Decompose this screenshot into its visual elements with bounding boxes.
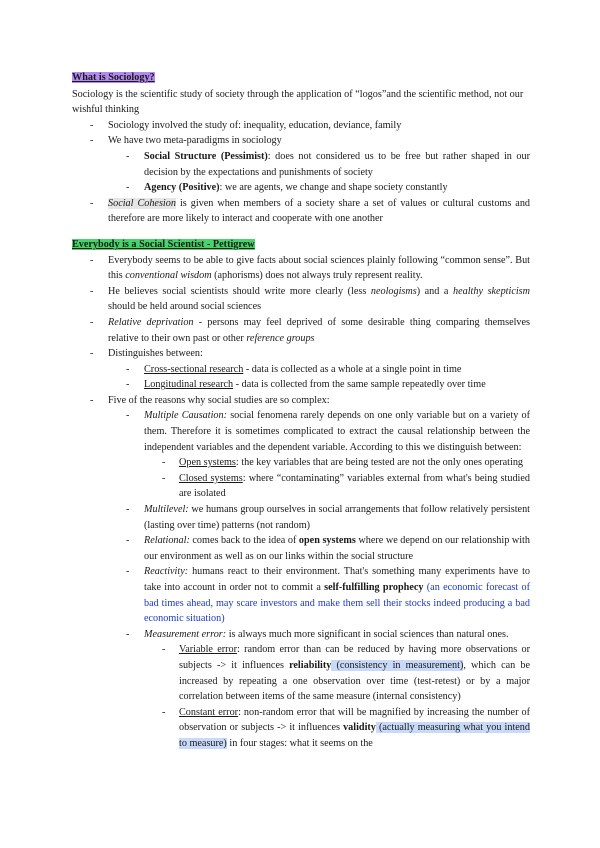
list-item-multiple-causation: - Multiple Causation: social fenomena rarely depends on one only variable but on a variety of them. Therefore it is sometimes complicated to extract the causal relationship between the independent variables and the dependent variable. According to this we distinguish between: - Open systems: the key variables that are being tested are not the only ones operating - Closed systems: where “contaminating” variables external from what's being studied are isolated bbox=[144, 408, 530, 502]
list-item-social-structure: - Social Structure (Pessimist): does not considered us to be free but rather shaped in our decision by the expectations and punishments of society bbox=[144, 149, 530, 180]
list-item: - Distinguishes between: - Cross-sectional research - data is collected as a whole at a single point in time - Longitudinal research - data is collected from the same sample repeatedly over time bbox=[108, 346, 530, 393]
list-item-social-cohesion: - Social Cohesion is given when members of a society share a set of values or cultural customs and therefore are more likely to interact and cooperate with one another bbox=[108, 196, 530, 227]
list-item-closed-systems: - Closed systems: where “contaminating” variables external from what's being studied are isolated bbox=[179, 471, 530, 502]
list-item-variable-error: - Variable error: random error than can be reduced by having more observations or subjects -> it influences reliability (consistency in measurement), which can be increased by repeating a one observation over time (test-retest) or by a major correlation between items of the same measure (internal consistency) bbox=[179, 642, 530, 704]
list-item: - Everybody seems to be able to give facts about social sciences plainly following “common sense”. But this conventional wisdom (aphorisms) does not always truly represent reality. bbox=[108, 253, 530, 284]
pettigrew-list bbox=[72, 253, 530, 752]
list-item-relational: - Relational: comes back to the idea of open systems where we depend on our relationship with our environment as well as on our links within the social structure bbox=[144, 533, 530, 564]
section-heading-what-is-sociology: What is Sociology? bbox=[72, 72, 155, 83]
list-item-constant-error: - Constant error: non-random error that will be magnified by increasing the number of observation or subjects -> it influences validity (actually measuring what you intend to measure) in four stages: what it seems on the bbox=[179, 705, 530, 752]
list-item: - Sociology involved the study of: inequality, education, deviance, family bbox=[108, 118, 530, 134]
meta-paradigm-list bbox=[108, 149, 530, 196]
list-item: - Relative deprivation - persons may feel deprived of some desirable thing comparing themselves relative to their own past or other reference groups bbox=[108, 315, 530, 346]
list-item-agency: - Agency (Positive): we are agents, we change and shape society constantly bbox=[144, 180, 530, 196]
error-types-list bbox=[144, 642, 530, 751]
complexity-reasons-list bbox=[108, 408, 530, 751]
list-item-cross-sectional: - Cross-sectional research - data is collected as a whole at a single point in time bbox=[144, 362, 530, 378]
sociology-list bbox=[72, 118, 530, 227]
research-types-list bbox=[108, 362, 530, 393]
systems-list bbox=[144, 455, 530, 502]
section-heading-everybody-social-scientist: Everybody is a Social Scientist - Pettigrew bbox=[72, 238, 255, 250]
sociology-definition: Sociology is the scientific study of society through the application of “logos”and the scientific method, not our wishful thinking bbox=[72, 88, 524, 116]
list-item-reactivity: - Reactivity: humans react to their environment. That's something many experiments have to take into account in order not to commit a self-fulfilling prophecy (an economic forecast of bad times ahead, may scare investors and make them sell their stocks indeed producing a bad economic situation) bbox=[144, 564, 530, 626]
list-item: - We have two meta-paradigms in sociology - Social Structure (Pessimist): does not considered us to be free but rather shaped in our decision by the expectations and punishments of society - Agency (Positive): we are agents, we change and shape society constantly bbox=[108, 133, 530, 195]
list-item-longitudinal: - Longitudinal research - data is collected from the same sample repeatedly over time bbox=[144, 377, 530, 393]
list-item: - He believes social scientists should write more clearly (less neologisms) and a healthy skepticism should be held around social sciences bbox=[108, 284, 530, 315]
list-item: - Five of the reasons why social studies are so complex: - Multiple Causation: social fenomena rarely depends on one only variable but on a variety of them. Therefore it is sometimes complicated to extract the causal relationship between the independent variables and the dependent variable. According to this we distinguish between: - Open systems: the key variables that are being tested are not the only ones operating - Closed systems: where “contaminating” variables external from what's being studied are isolated - Multilevel: we humans group ourselves in social arrangements that follow relatively persistent (lasting over time) patterns (not random) - Relational: comes back to the idea of open systems where we depend on our relationship with our environment as well as on our links within the social structure - Reactivity: humans react to their environment. That's something many experiments have to take into account in order not to commit a self-fulfilling prophecy (an economic forecast of bad times ahead, may scare investors and make them sell their stocks indeed producing a bad economic situation) - Measurement error: is always much more significant in social sciences than natural ones. - Variable error: random error than can be reduced by having more observations or subjects -> it influences reliability (consistency in measurement), which can be increased by repeating a one observation over time (test-retest) or by a major correlation between items of the same measure (internal consistency) - Constant error: non-random error that will be magnified by increasing the number of observation or subjects -> it influences validity (actually measuring what you intend to measure) in four stages: what it seems on the bbox=[108, 393, 530, 752]
list-item-multilevel: - Multilevel: we humans group ourselves in social arrangements that follow relatively persistent (lasting over time) patterns (not random) bbox=[144, 502, 530, 533]
list-item-open-systems: - Open systems: the key variables that are being tested are not the only ones operating bbox=[179, 455, 530, 471]
list-item-measurement-error: - Measurement error: is always much more significant in social sciences than natural ones. - Variable error: random error than can be reduced by having more observations or subjects -> it influences reliability (consistency in measurement), which can be increased by repeating a one observation over time (test-retest) or by a major correlation between items of the same measure (internal consistency) - Constant error: non-random error that will be magnified by increasing the number of observation or subjects -> it influences validity (actually measuring what you intend to measure) in four stages: what it seems on the bbox=[144, 627, 530, 752]
